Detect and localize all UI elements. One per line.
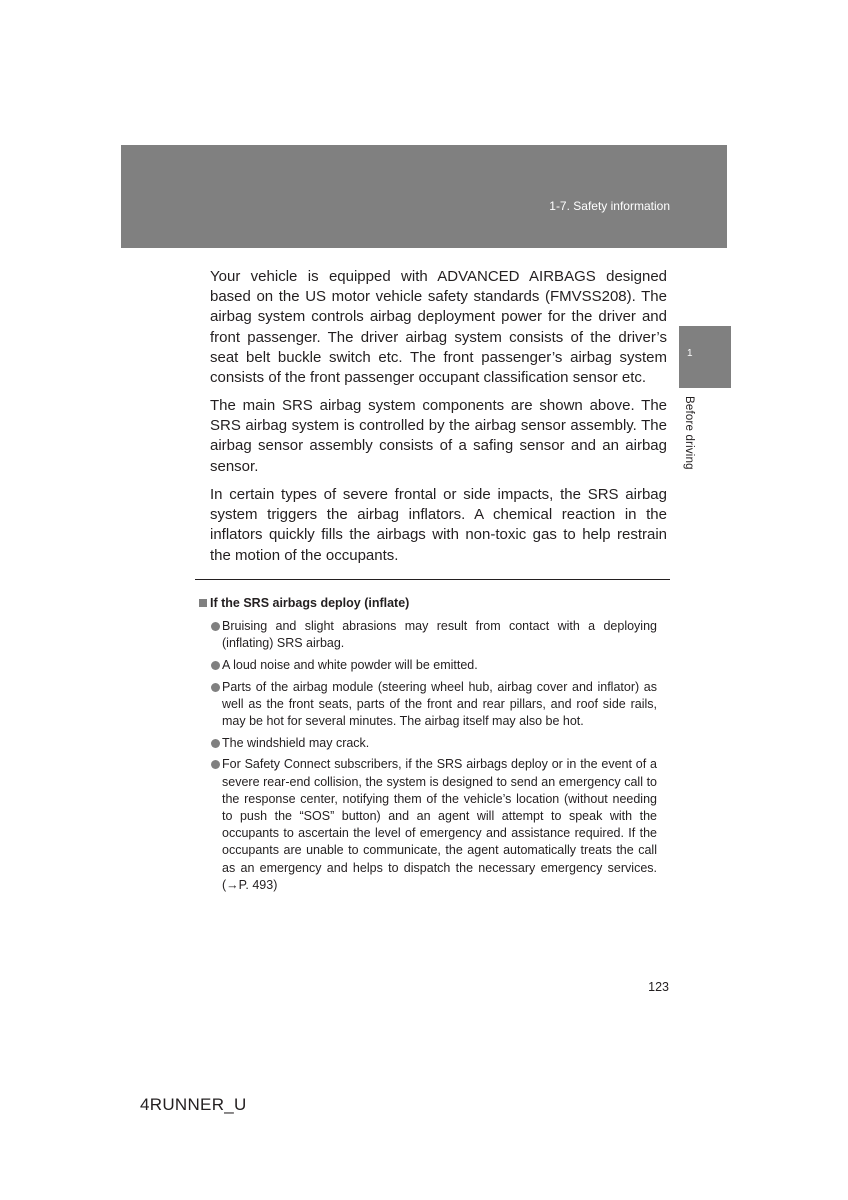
list-item xyxy=(211,735,657,752)
list-item xyxy=(211,756,657,894)
info-heading xyxy=(199,596,409,610)
circle-bullet-icon xyxy=(211,661,220,670)
header-band xyxy=(121,145,727,248)
body-paragraph: The main SRS airbag system components are shown above. The SRS airbag system is controlled by the airbag sensor assembly. The airbag sensor assembly consists of a safing sensor and an airbag sensor. xyxy=(210,397,667,475)
list-item xyxy=(211,618,657,652)
chapter-label: Before driving xyxy=(683,396,695,470)
list-item-text: Parts of the airbag module (steering wheel hub, airbag cover and inflator) as well as the front seats, parts of the front and rear pillars, and roof side rails, may be hot for several minutes. The airbag itself may also be hot. xyxy=(222,679,657,729)
circle-bullet-icon xyxy=(211,683,220,692)
section-divider xyxy=(195,579,670,580)
list-item-text: The windshield may crack. xyxy=(222,735,370,750)
circle-bullet-icon xyxy=(211,739,220,748)
body-paragraph: In certain types of severe frontal or side impacts, the SRS airbag system triggers the airbag inflators. A chemical reaction in the inflators quickly fills the airbags with non-toxic gas to help restrain the motion of the occupants. xyxy=(210,486,667,564)
body-paragraph: Your vehicle is equipped with ADVANCED AIRBAGS designed based on the US motor vehicle safety standards (FMVSS208). The airbag system controls airbag deployment power for the driver and front passenger. The driver airbag system consists of the driver’s seat belt buckle switch etc. The front passenger’s airbag system consists of the front passenger occupant classification sensor etc. xyxy=(210,268,667,387)
info-heading-text: If the SRS airbags deploy (inflate) xyxy=(210,596,410,610)
info-bullet-list xyxy=(211,618,657,899)
page-number: 123 xyxy=(648,980,669,994)
footer-model-code: 4RUNNER_U xyxy=(140,1095,247,1114)
chapter-number: 1 xyxy=(687,348,693,359)
list-item xyxy=(211,679,657,731)
chapter-tab[interactable] xyxy=(679,326,731,388)
circle-bullet-icon xyxy=(211,622,220,631)
list-item-text: Bruising and slight abrasions may result from contact with a deploying (inflating) SRS airbag. xyxy=(222,619,657,651)
circle-bullet-icon xyxy=(211,760,220,769)
list-item xyxy=(211,657,657,674)
square-bullet-icon xyxy=(199,599,207,607)
section-title: 1-7. Safety information xyxy=(549,199,670,213)
list-item-text: A loud noise and white powder will be emitted. xyxy=(222,657,478,672)
list-item-text: For Safety Connect subscribers, if the SRS airbags deploy or in the event of a severe rear-end collision, the system is designed to send an emergency call to the response center, notifying them of the vehicle’s location (without needing to push the “SOS” button) and an agent will attempt to speak with the occupants to ascertain the level of emergency and assistance required. If the occupants are unable to communicate, the agent automatically treats the call as an emergency and helps to dispatch the necessary emergency services. (→P. 493) xyxy=(222,757,657,892)
